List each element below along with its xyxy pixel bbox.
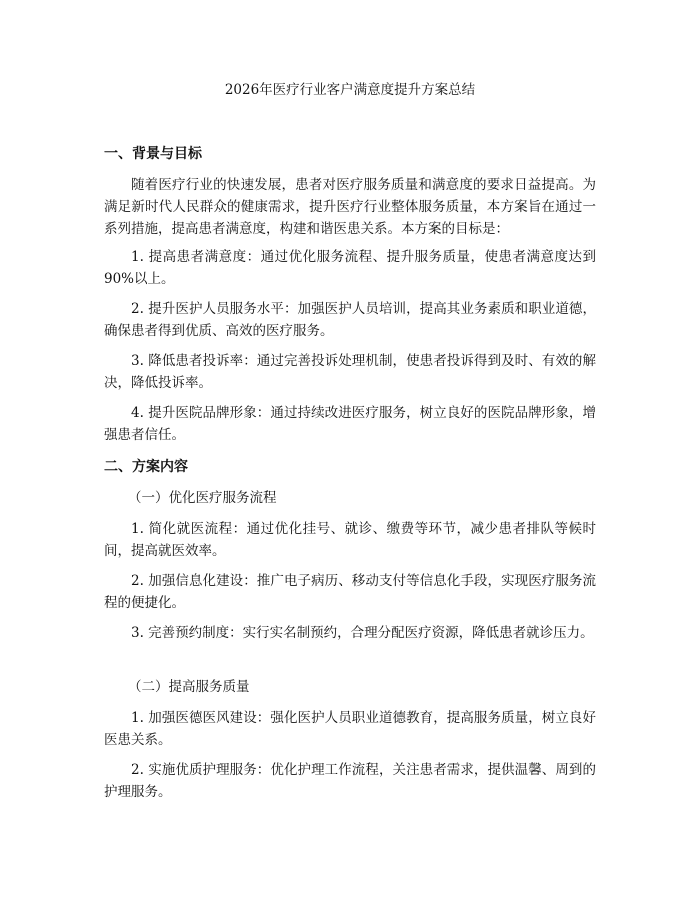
goal-item-1: 1. 提高患者满意度：通过优化服务流程、提升服务质量，使患者满意度达到90%以上。 — [104, 249, 596, 287]
process-item-2: 2. 加强信息化建设：推广电子病历、移动支付等信息化手段，实现医疗服务流程的便捷化。 — [104, 573, 596, 611]
document-title: 2026年医疗行业客户满意度提升方案总结 — [224, 82, 476, 98]
quality-item-1: 1. 加强医德医风建设：强化医护人员职业道德教育，提高服务质量，树立良好医患关系。 — [104, 710, 596, 748]
goal-item-4: 4. 提升医院品牌形象：通过持续改进医疗服务，树立良好的医院品牌形象，增强患者信任。 — [104, 405, 596, 443]
goal-item-2: 2. 提升医护人员服务水平：加强医护人员培训，提高其业务素质和职业道德，确保患者得到优质、高效的医疗服务。 — [104, 301, 596, 339]
process-item-3: 3. 完善预约制度：实行实名制预约，合理分配医疗资源，降低患者就诊压力。 — [131, 625, 594, 641]
section-intro-paragraph: 随着医疗行业的快速发展，患者对医疗服务质量和满意度的要求日益提高。为满足新时代人民群众的健康需求，提升医疗行业整体服务质量，本方案旨在通过一系列措施，提高患者满意度，构建和谐医患关系。本方案的目标是： — [104, 177, 596, 237]
section-heading-background: 一、背景与目标 — [104, 146, 202, 162]
goal-item-3: 3. 降低患者投诉率：通过完善投诉处理机制，使患者投诉得到及时、有效的解决，降低投诉率。 — [104, 353, 596, 391]
subsection-heading-quality: （二）提高服务质量 — [128, 679, 250, 695]
quality-item-2: 2. 实施优质护理服务：优化护理工作流程，关注患者需求，提供温馨、周到的护理服务。 — [104, 762, 596, 800]
subsection-heading-process: （一）优化医疗服务流程 — [128, 490, 277, 506]
section-heading-content: 二、方案内容 — [104, 459, 188, 475]
process-item-1: 1. 简化就医流程：通过优化挂号、就诊、缴费等环节，减少患者排队等候时间，提高就医效率。 — [104, 521, 596, 559]
